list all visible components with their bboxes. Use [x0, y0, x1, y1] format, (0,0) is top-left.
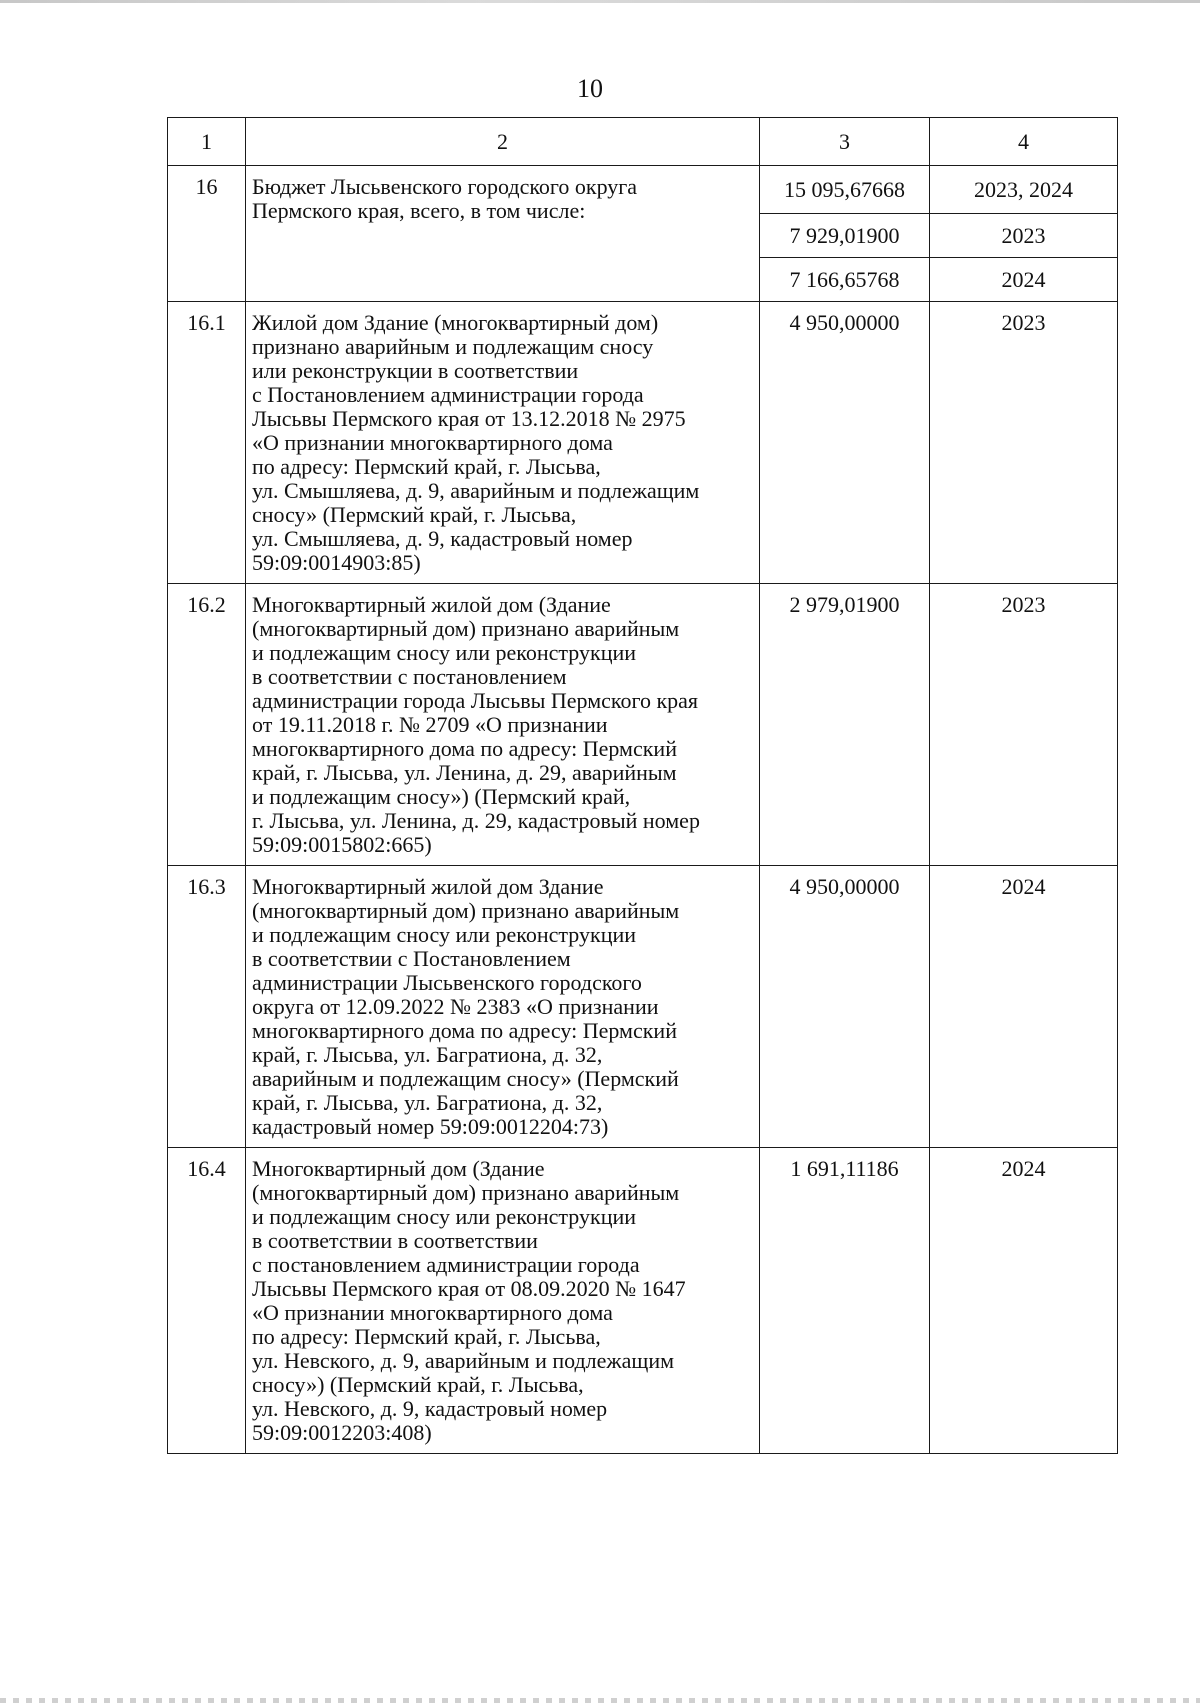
summary-year-2023: 2023	[930, 214, 1118, 258]
header-cell-4: 4	[930, 118, 1118, 166]
row-amount: 1 691,11186	[760, 1148, 930, 1454]
row-description: Многоквартирный жилой дом Здание (многоквартирный дом) признано аварийным и подлежащим сносу или реконструкции в соответствии с Постановлением администрации Лысьвенского городского округа от 12.09.2022 № 2383 «О признании многоквартирного дома по адресу: Пермский край, г. Лысьва, ул. Багратиона, д. 32, аварийным и подлежащим сносу» (Пермский край, г. Лысьва, ул. Багратиона, д. 32, кадастровый номер 59:09:0012204:73)	[246, 866, 760, 1148]
table-header-row	[168, 118, 1118, 166]
row-amount: 4 950,00000	[760, 302, 930, 584]
row-description: Многоквартирный дом (Здание (многоквартирный дом) признано аварийным и подлежащим сносу или реконструкции в соответствии в соответствии с постановлением администрации города Лысьвы Пермского края от 08.09.2020 № 1647 «О признании многоквартирного дома по адресу: Пермский край, г. Лысьва, ул. Невского, д. 9, аварийным и подлежащим сносу») (Пермский край, г. Лысьва, ул. Невского, д. 9, кадастровый номер 59:09:0012203:408)	[246, 1148, 760, 1454]
summary-year-total: 2023, 2024	[930, 166, 1118, 214]
row-amount: 2 979,01900	[760, 584, 930, 866]
table-row	[168, 866, 1118, 1148]
table-row	[168, 584, 1118, 866]
row-description: Жилой дом Здание (многоквартирный дом) признано аварийным и подлежащим сносу или реконструкции в соответствии с Постановлением администрации города Лысьвы Пермского края от 13.12.2018 № 2975 «О признании многоквартирного дома по адресу: Пермский край, г. Лысьва, ул. Смышляева, д. 9, аварийным и подлежащим сносу» (Пермский край, г. Лысьва, ул. Смышляева, д. 9, кадастровый номер 59:09:0014903:85)	[246, 302, 760, 584]
summary-row	[168, 166, 1118, 214]
table-row	[168, 1148, 1118, 1454]
row-year: 2023	[930, 584, 1118, 866]
header-cell-1: 1	[168, 118, 246, 166]
row-number: 16.3	[168, 866, 246, 1148]
row-year: 2024	[930, 866, 1118, 1148]
table-row	[168, 302, 1118, 584]
header-cell-3: 3	[760, 118, 930, 166]
summary-description: Бюджет Лысьвенского городского округа Пермского края, всего, в том числе:	[246, 166, 760, 302]
summary-amount-2024: 7 166,65768	[760, 258, 930, 302]
row-number: 16.4	[168, 1148, 246, 1454]
row-number: 16.1	[168, 302, 246, 584]
row-description: Многоквартирный жилой дом (Здание (многоквартирный дом) признано аварийным и подлежащим сносу или реконструкции в соответствии с постановлением администрации города Лысьвы Пермского края от 19.11.2018 г. № 2709 «О признании многоквартирного дома по адресу: Пермский край, г. Лысьва, ул. Ленина, д. 29, аварийным и подлежащим сносу») (Пермский край, г. Лысьва, ул. Ленина, д. 29, кадастровый номер 59:09:0015802:665)	[246, 584, 760, 866]
budget-table	[167, 117, 1118, 1454]
summary-amount-total: 15 095,67668	[760, 166, 930, 214]
page-number: 10	[577, 74, 603, 103]
row-year: 2023	[930, 302, 1118, 584]
row-amount: 4 950,00000	[760, 866, 930, 1148]
header-cell-2: 2	[246, 118, 760, 166]
summary-amount-2023: 7 929,01900	[760, 214, 930, 258]
summary-number: 16	[168, 166, 246, 302]
row-year: 2024	[930, 1148, 1118, 1454]
scan-edge-top	[0, 0, 1200, 3]
scan-edge-bottom	[0, 1698, 1200, 1703]
summary-year-2024: 2024	[930, 258, 1118, 302]
row-number: 16.2	[168, 584, 246, 866]
